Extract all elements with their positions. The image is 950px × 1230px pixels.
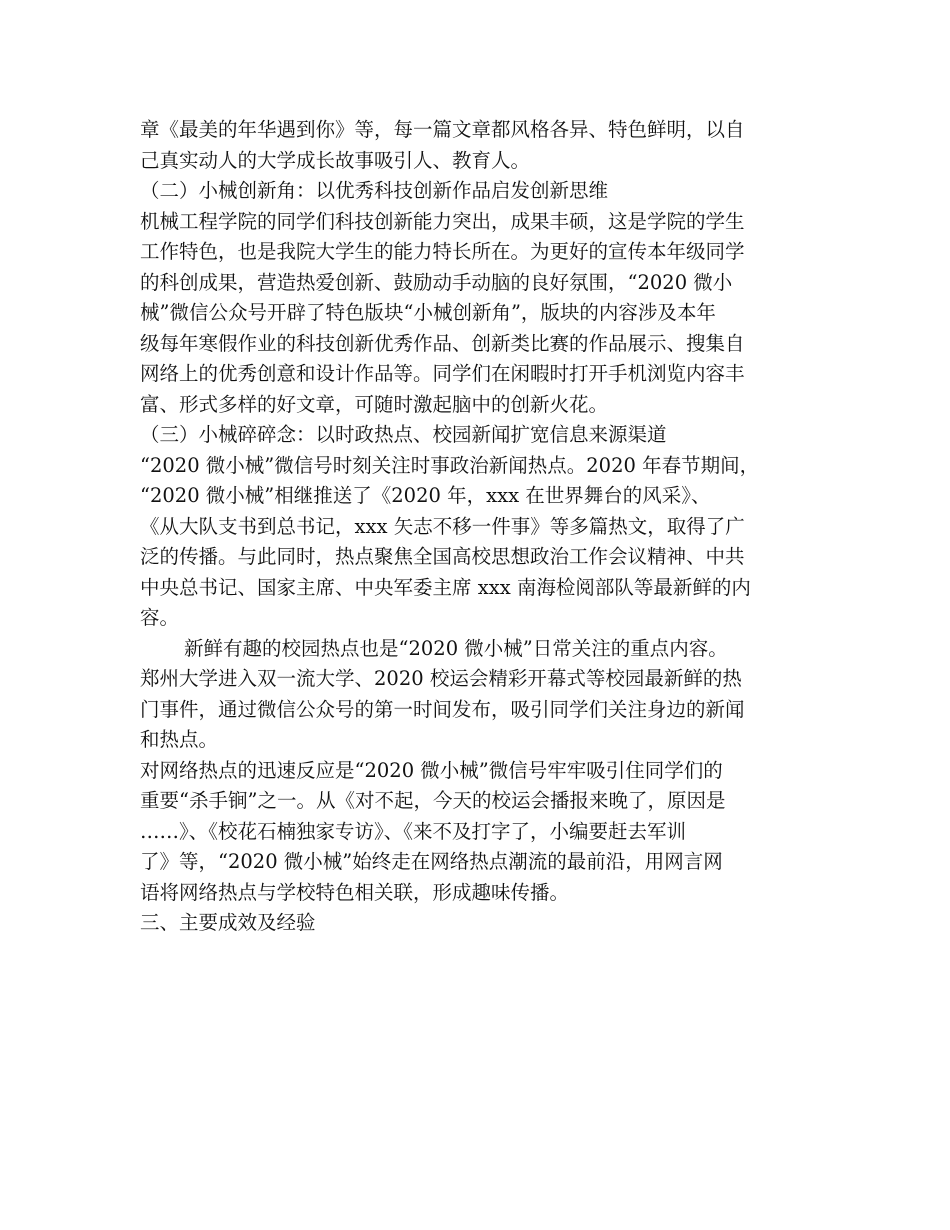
text-line: 对网络热点的迅速反应是“2020 微小械”微信号牢牢吸引住同学们的 [140, 758, 723, 782]
text-line: 富、形式多样的好文章，可随时激起脑中的创新火花。 [140, 392, 609, 416]
text-line: “2020 微小械”相继推送了《2020 年，xxx 在世界舞台的风采》、 [140, 484, 711, 507]
text-line: 语将网络热点与学校特色相关联，形成趣味传播。 [140, 880, 570, 904]
text-line: “2020 微小械”微信号时刻关注时事政治新闻热点。2020 年春节期间， [140, 453, 760, 477]
text-line: 章《最美的年华遇到你》等，每一篇文章都风格各异、特色鲜明，以自 [140, 118, 745, 141]
text-line: 中央总书记、国家主席、中央军委主席 xxx 南海检阅部队等最新鲜的内 [140, 575, 751, 599]
text-line: 重要“杀手锏”之一。从《对不起，今天的校运会播报来晚了，原因是 [140, 789, 726, 812]
section-heading: （三）小械碎碎念：以时政热点、校园新闻扩宽信息来源渠道 [140, 423, 667, 446]
text-line: 机械工程学院的同学们科技创新能力突出，成果丰硕，这是学院的学生 [140, 209, 745, 233]
text-line: 级每年寒假作业的科技创新优秀作品、创新类比赛的作品展示、搜集自 [140, 331, 745, 355]
section-heading: 三、主要成效及经验 [140, 911, 316, 934]
text-line: 工作特色，也是我院大学生的能力特长所在。为更好的宣传本年级同学 [140, 240, 745, 263]
indented-paragraph-start: 新鲜有趣的校园热点也是“2020 微小械”日常关注的重点内容。 [184, 636, 728, 660]
body-text [140, 115, 820, 939]
text-line: 己真实动人的大学成长故事吸引人、教育人。 [140, 148, 531, 172]
text-line: 门事件，通过微信公众号的第一时间发布，吸引同学们关注身边的新闻 [140, 697, 745, 721]
section-heading: （二）小械创新角：以优秀科技创新作品启发创新思维 [140, 179, 609, 202]
text-line: 郑州大学进入双一流大学、2020 校运会精彩开幕式等校园最新鲜的热 [140, 667, 742, 690]
text-line: 的科创成果，营造热爱创新、鼓励动手动脑的良好氛围，“2020 微小 [140, 270, 733, 294]
text-line: 了》等，“2020 微小械”始终走在网络热点潮流的最前沿，用网言网 [140, 850, 723, 873]
text-line: ……》、《校花石楠独家专访》、《来不及打字了，小编要赶去军训 [140, 819, 687, 843]
text-line: 容。 [140, 606, 180, 629]
text-line: 网络上的优秀创意和设计作品等。同学们在闲暇时打开手机浏览内容丰 [140, 362, 745, 385]
text-line: 械”微信公众号开辟了特色版块“小械创新角”，版块的内容涉及本年 [140, 301, 716, 324]
text-line: 《从大队支书到总书记，xxx 矢志不移一件事》等多篇热文，取得了广 [140, 514, 745, 538]
text-line: 泛的传播。与此同时，热点聚焦全国高校思想政治工作会议精神、中共 [140, 545, 745, 568]
text-line: 和热点。 [140, 728, 219, 751]
